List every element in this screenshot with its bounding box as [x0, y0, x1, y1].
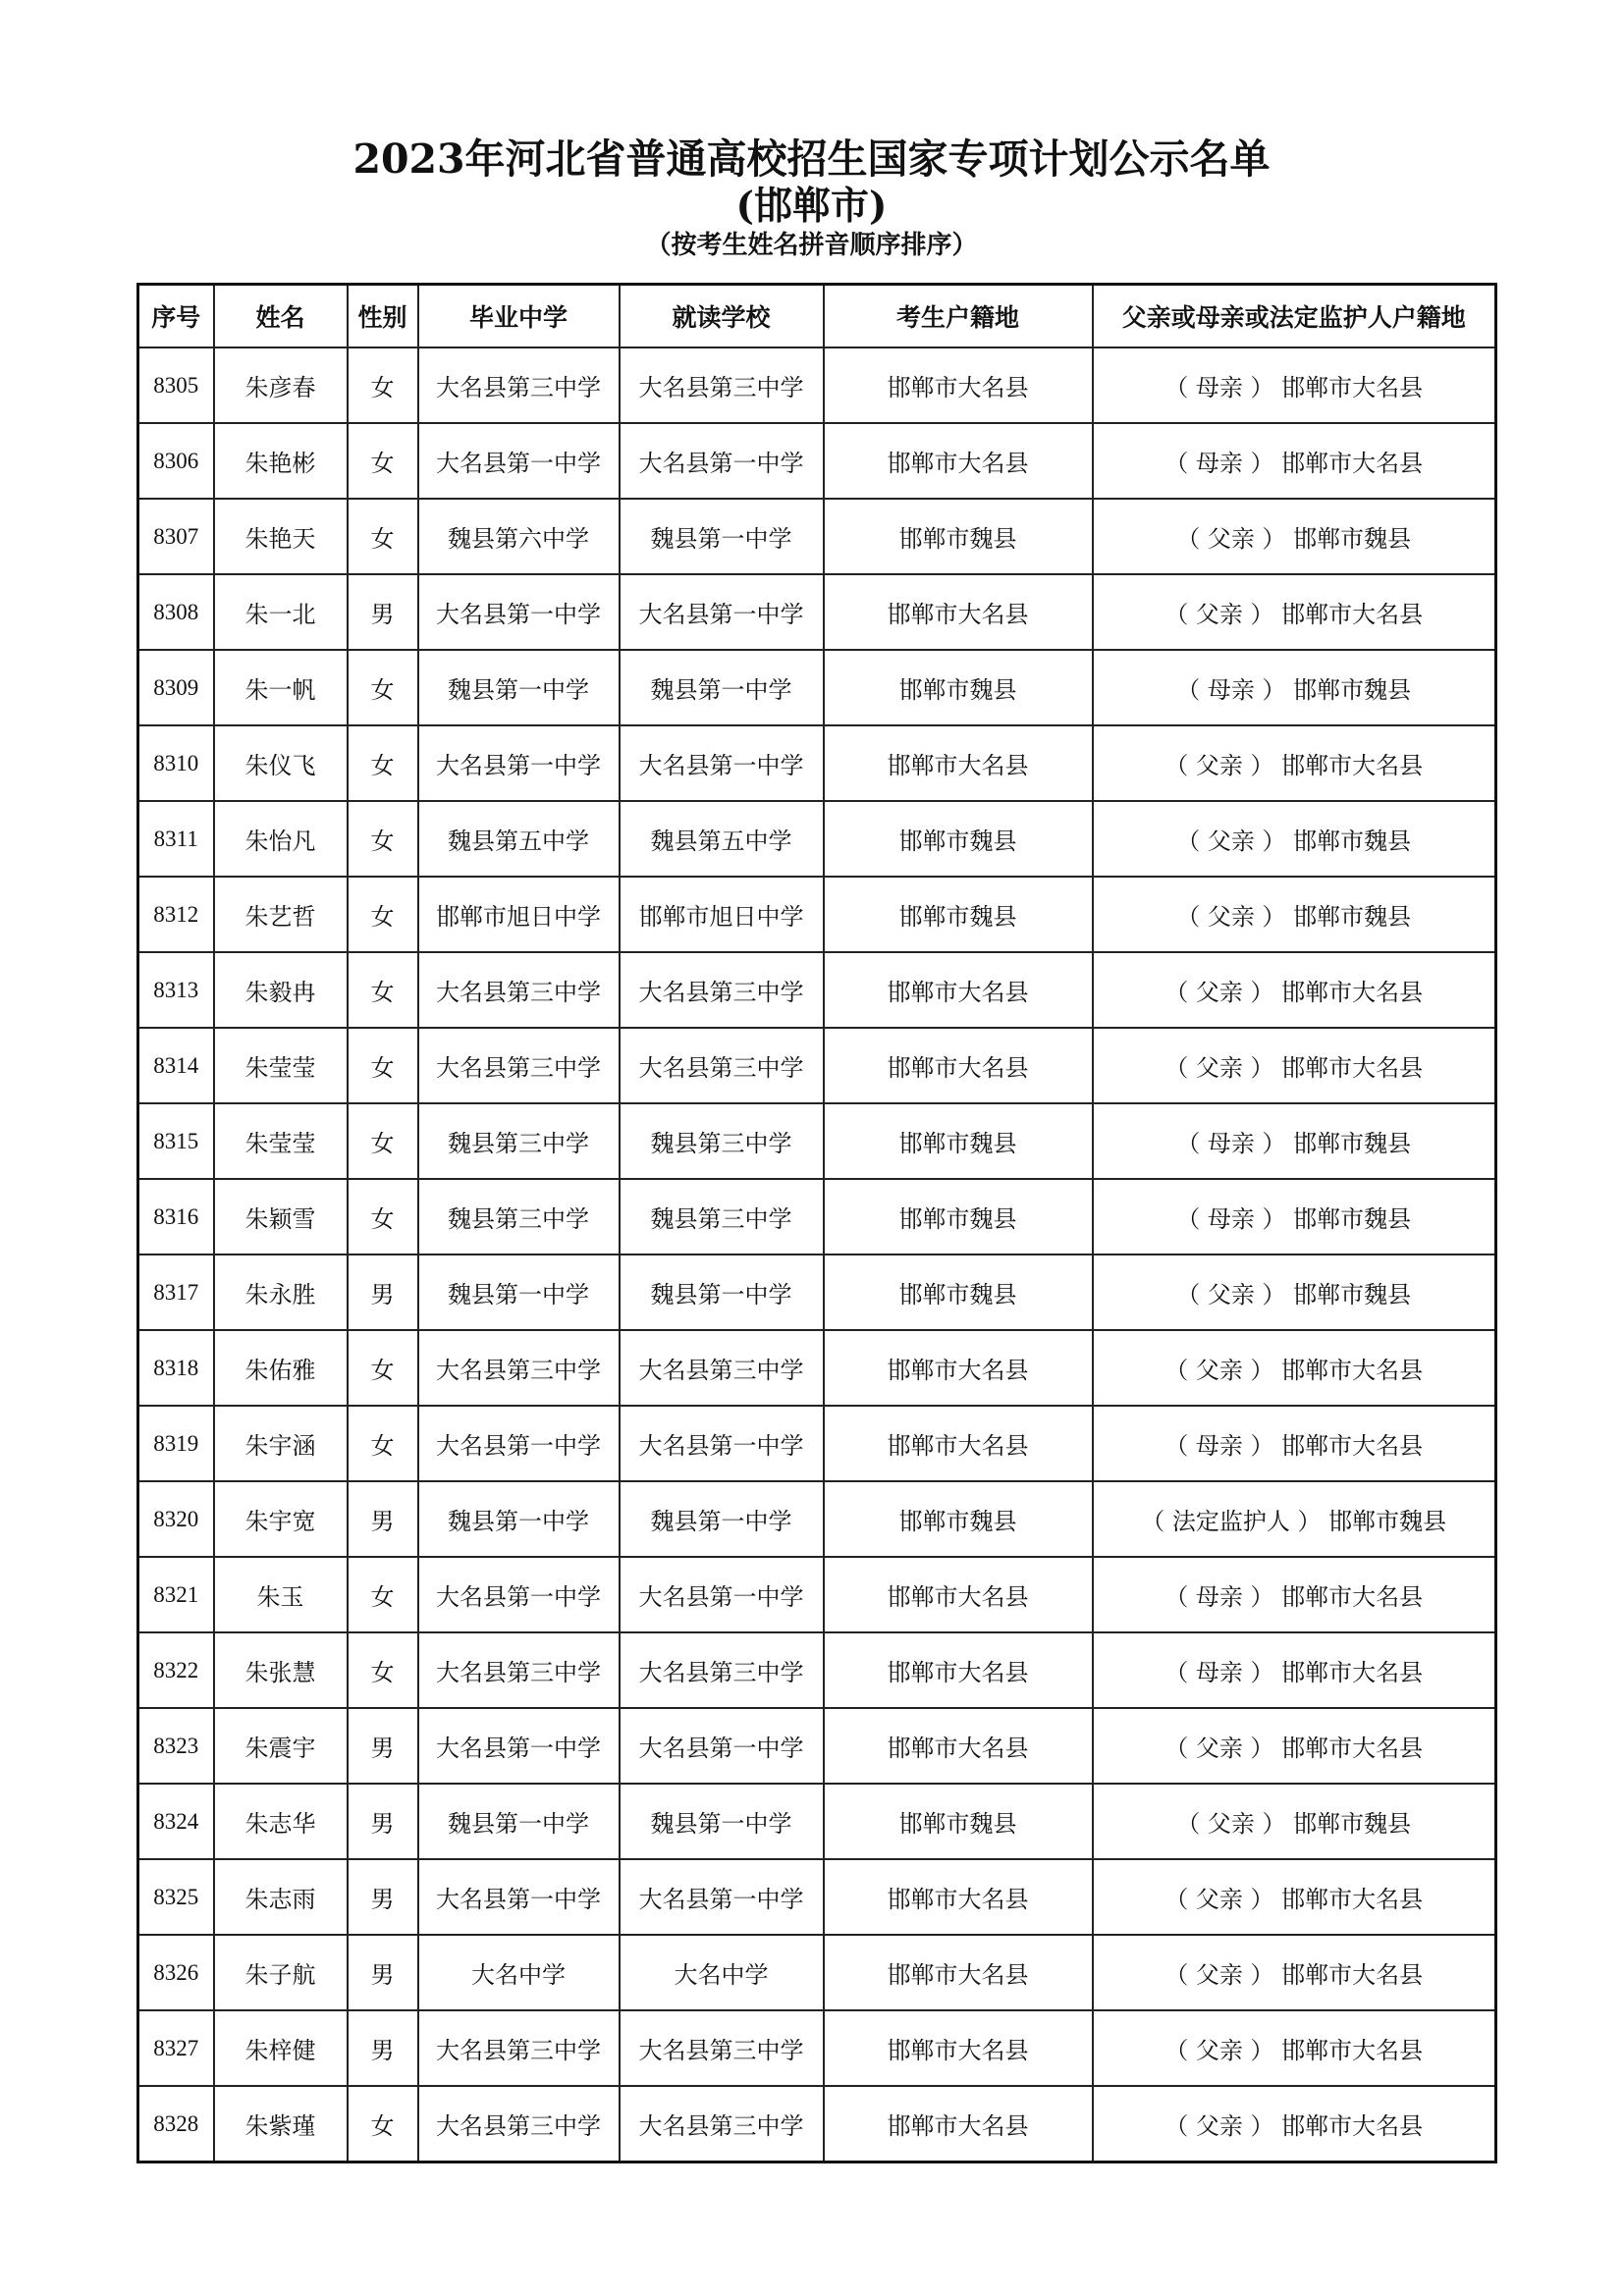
- cell-guardian-residence: （ 父亲 ） 邯郸市大名县: [1093, 1330, 1496, 1406]
- cell-graduated-school: 魏县第六中学: [418, 499, 620, 574]
- cell-gender: 女: [348, 423, 418, 499]
- cell-current-school: 大名县第一中学: [620, 1406, 824, 1481]
- cell-gender: 男: [348, 1784, 418, 1859]
- cell-current-school: 魏县第三中学: [620, 1179, 824, 1255]
- table-row: [138, 1406, 1496, 1481]
- page-title: 2023年河北省普通高校招生国家专项计划公示名单: [352, 135, 1271, 183]
- cell-guardian-residence: （ 母亲 ） 邯郸市大名县: [1093, 423, 1496, 499]
- cell-guardian-residence: （ 父亲 ） 邯郸市大名县: [1093, 1859, 1496, 1935]
- cell-gender: 男: [348, 1859, 418, 1935]
- cell-gender: 女: [348, 2086, 418, 2163]
- cell-student-residence: 邯郸市大名县: [824, 725, 1093, 801]
- cell-index: 8317: [138, 1255, 214, 1330]
- cell-student-residence: 邯郸市魏县: [824, 1255, 1093, 1330]
- cell-gender: 女: [348, 1557, 418, 1632]
- cell-index: 8328: [138, 2086, 214, 2163]
- cell-gender: 男: [348, 1481, 418, 1557]
- cell-graduated-school: 邯郸市旭日中学: [418, 877, 620, 952]
- cell-graduated-school: 大名县第三中学: [418, 2086, 620, 2163]
- table-row: [138, 423, 1496, 499]
- table-row: [138, 1708, 1496, 1784]
- cell-index: 8318: [138, 1330, 214, 1406]
- cell-student-residence: 邯郸市大名县: [824, 1557, 1093, 1632]
- table-row: [138, 2010, 1496, 2086]
- cell-index: 8321: [138, 1557, 214, 1632]
- cell-current-school: 魏县第一中学: [620, 1255, 824, 1330]
- cell-student-residence: 邯郸市大名县: [824, 574, 1093, 650]
- cell-name: 朱紫瑾: [214, 2086, 348, 2163]
- col-header-name: 姓名: [214, 285, 348, 348]
- header-row: [138, 285, 1496, 348]
- col-header-graduated-school: 毕业中学: [418, 285, 620, 348]
- cell-guardian-residence: （ 父亲 ） 邯郸市大名县: [1093, 952, 1496, 1028]
- cell-guardian-residence: （ 父亲 ） 邯郸市大名县: [1093, 1935, 1496, 2010]
- cell-gender: 男: [348, 1935, 418, 2010]
- cell-name: 朱艳天: [214, 499, 348, 574]
- cell-current-school: 大名县第一中学: [620, 423, 824, 499]
- cell-gender: 女: [348, 801, 418, 877]
- cell-gender: 女: [348, 1632, 418, 1708]
- cell-student-residence: 邯郸市大名县: [824, 1406, 1093, 1481]
- cell-current-school: 邯郸市旭日中学: [620, 877, 824, 952]
- cell-name: 朱彦春: [214, 347, 348, 423]
- cell-index: 8310: [138, 725, 214, 801]
- cell-guardian-residence: （ 父亲 ） 邯郸市魏县: [1093, 877, 1496, 952]
- cell-current-school: 大名县第三中学: [620, 2086, 824, 2163]
- table-row: [138, 1784, 1496, 1859]
- cell-student-residence: 邯郸市大名县: [824, 2010, 1093, 2086]
- cell-index: 8326: [138, 1935, 214, 2010]
- cell-current-school: 大名县第三中学: [620, 347, 824, 423]
- cell-current-school: 大名县第一中学: [620, 574, 824, 650]
- table-row: [138, 347, 1496, 423]
- cell-name: 朱莹莹: [214, 1028, 348, 1103]
- cell-current-school: 魏县第一中学: [620, 650, 824, 725]
- cell-name: 朱仪飞: [214, 725, 348, 801]
- cell-name: 朱怡凡: [214, 801, 348, 877]
- table-row: [138, 801, 1496, 877]
- table-row: [138, 1935, 1496, 2010]
- cell-name: 朱志雨: [214, 1859, 348, 1935]
- cell-name: 朱玉: [214, 1557, 348, 1632]
- cell-graduated-school: 大名县第一中学: [418, 574, 620, 650]
- cell-graduated-school: 大名县第三中学: [418, 1330, 620, 1406]
- cell-student-residence: 邯郸市大名县: [824, 1935, 1093, 2010]
- cell-student-residence: 邯郸市大名县: [824, 347, 1093, 423]
- cell-graduated-school: 大名县第三中学: [418, 952, 620, 1028]
- cell-current-school: 大名县第三中学: [620, 1330, 824, 1406]
- cell-student-residence: 邯郸市魏县: [824, 801, 1093, 877]
- cell-graduated-school: 魏县第一中学: [418, 650, 620, 725]
- table-body: [138, 347, 1496, 2163]
- table-row: [138, 2086, 1496, 2163]
- cell-index: 8316: [138, 1179, 214, 1255]
- cell-graduated-school: 魏县第一中学: [418, 1255, 620, 1330]
- table-row: [138, 1330, 1496, 1406]
- cell-guardian-residence: （ 父亲 ） 邯郸市大名县: [1093, 2086, 1496, 2163]
- cell-name: 朱一北: [214, 574, 348, 650]
- cell-student-residence: 邯郸市大名县: [824, 1632, 1093, 1708]
- cell-guardian-residence: （ 母亲 ） 邯郸市魏县: [1093, 650, 1496, 725]
- cell-index: 8315: [138, 1103, 214, 1179]
- cell-gender: 女: [348, 1330, 418, 1406]
- cell-graduated-school: 大名县第三中学: [418, 1028, 620, 1103]
- table-row: [138, 877, 1496, 952]
- cell-gender: 男: [348, 2010, 418, 2086]
- cell-gender: 女: [348, 499, 418, 574]
- cell-graduated-school: 大名中学: [418, 1935, 620, 2010]
- cell-index: 8309: [138, 650, 214, 725]
- cell-index: 8322: [138, 1632, 214, 1708]
- cell-graduated-school: 大名县第一中学: [418, 1406, 620, 1481]
- cell-guardian-residence: （ 母亲 ） 邯郸市大名县: [1093, 1557, 1496, 1632]
- cell-graduated-school: 大名县第一中学: [418, 1557, 620, 1632]
- sort-note: （按考生姓名拼音顺序排序）: [645, 231, 978, 260]
- cell-guardian-residence: （ 父亲 ） 邯郸市魏县: [1093, 1784, 1496, 1859]
- cell-graduated-school: 大名县第一中学: [418, 725, 620, 801]
- table-row: [138, 1255, 1496, 1330]
- cell-gender: 女: [348, 952, 418, 1028]
- cell-gender: 女: [348, 877, 418, 952]
- table-row: [138, 574, 1496, 650]
- table-row: [138, 1859, 1496, 1935]
- cell-index: 8306: [138, 423, 214, 499]
- cell-current-school: 大名县第三中学: [620, 1028, 824, 1103]
- cell-graduated-school: 大名县第一中学: [418, 423, 620, 499]
- cell-index: 8311: [138, 801, 214, 877]
- cell-current-school: 大名县第一中学: [620, 1708, 824, 1784]
- cell-student-residence: 邯郸市大名县: [824, 1028, 1093, 1103]
- cell-student-residence: 邯郸市大名县: [824, 1859, 1093, 1935]
- cell-gender: 男: [348, 1708, 418, 1784]
- cell-gender: 男: [348, 574, 418, 650]
- col-header-current-school: 就读学校: [620, 285, 824, 348]
- cell-name: 朱颖雪: [214, 1179, 348, 1255]
- cell-index: 8319: [138, 1406, 214, 1481]
- cell-guardian-residence: （ 父亲 ） 邯郸市大名县: [1093, 1708, 1496, 1784]
- col-header-index: 序号: [138, 285, 214, 348]
- cell-student-residence: 邯郸市魏县: [824, 1481, 1093, 1557]
- cell-index: 8305: [138, 347, 214, 423]
- cell-gender: 女: [348, 1028, 418, 1103]
- cell-graduated-school: 大名县第三中学: [418, 347, 620, 423]
- cell-index: 8308: [138, 574, 214, 650]
- col-header-student-residence: 考生户籍地: [824, 285, 1093, 348]
- cell-graduated-school: 大名县第三中学: [418, 1632, 620, 1708]
- page-subtitle-city: (邯郸市): [735, 184, 888, 229]
- cell-name: 朱子航: [214, 1935, 348, 2010]
- cell-name: 朱宇宽: [214, 1481, 348, 1557]
- cell-current-school: 魏县第一中学: [620, 1481, 824, 1557]
- cell-guardian-residence: （ 父亲 ） 邯郸市魏县: [1093, 499, 1496, 574]
- cell-student-residence: 邯郸市大名县: [824, 952, 1093, 1028]
- table-row: [138, 499, 1496, 574]
- cell-name: 朱毅冉: [214, 952, 348, 1028]
- table-row: [138, 725, 1496, 801]
- table-row: [138, 1103, 1496, 1179]
- cell-name: 朱莹莹: [214, 1103, 348, 1179]
- cell-current-school: 大名县第一中学: [620, 1557, 824, 1632]
- cell-name: 朱张慧: [214, 1632, 348, 1708]
- cell-guardian-residence: （ 法定监护人 ） 邯郸市魏县: [1093, 1481, 1496, 1557]
- table-row: [138, 952, 1496, 1028]
- cell-name: 朱梓健: [214, 2010, 348, 2086]
- cell-index: 8325: [138, 1859, 214, 1935]
- col-header-gender: 性别: [348, 285, 418, 348]
- table-row: [138, 650, 1496, 725]
- cell-guardian-residence: （ 母亲 ） 邯郸市大名县: [1093, 1632, 1496, 1708]
- table-row: [138, 1028, 1496, 1103]
- cell-current-school: 大名县第一中学: [620, 725, 824, 801]
- cell-graduated-school: 魏县第一中学: [418, 1784, 620, 1859]
- cell-name: 朱永胜: [214, 1255, 348, 1330]
- cell-name: 朱艳彬: [214, 423, 348, 499]
- cell-student-residence: 邯郸市魏县: [824, 1784, 1093, 1859]
- col-header-guardian-residence: 父亲或母亲或法定监护人户籍地: [1093, 285, 1496, 348]
- cell-graduated-school: 魏县第三中学: [418, 1103, 620, 1179]
- cell-graduated-school: 魏县第五中学: [418, 801, 620, 877]
- cell-guardian-residence: （ 父亲 ） 邯郸市大名县: [1093, 2010, 1496, 2086]
- cell-student-residence: 邯郸市魏县: [824, 499, 1093, 574]
- cell-current-school: 魏县第五中学: [620, 801, 824, 877]
- table-row: [138, 1557, 1496, 1632]
- cell-index: 8307: [138, 499, 214, 574]
- cell-guardian-residence: （ 父亲 ） 邯郸市魏县: [1093, 801, 1496, 877]
- cell-index: 8312: [138, 877, 214, 952]
- cell-index: 8324: [138, 1784, 214, 1859]
- cell-current-school: 魏县第一中学: [620, 1784, 824, 1859]
- cell-current-school: 大名县第三中学: [620, 2010, 824, 2086]
- cell-student-residence: 邯郸市大名县: [824, 2086, 1093, 2163]
- cell-guardian-residence: （ 母亲 ） 邯郸市大名县: [1093, 1406, 1496, 1481]
- cell-current-school: 魏县第一中学: [620, 499, 824, 574]
- cell-name: 朱佑雅: [214, 1330, 348, 1406]
- cell-guardian-residence: （ 父亲 ） 邯郸市大名县: [1093, 1028, 1496, 1103]
- cell-student-residence: 邯郸市魏县: [824, 877, 1093, 952]
- table-row: [138, 1632, 1496, 1708]
- cell-name: 朱志华: [214, 1784, 348, 1859]
- cell-gender: 女: [348, 1179, 418, 1255]
- cell-gender: 女: [348, 347, 418, 423]
- table-header: [138, 285, 1496, 348]
- cell-name: 朱一帆: [214, 650, 348, 725]
- cell-guardian-residence: （ 母亲 ） 邯郸市大名县: [1093, 347, 1496, 423]
- cell-student-residence: 邯郸市魏县: [824, 1179, 1093, 1255]
- cell-student-residence: 邯郸市大名县: [824, 423, 1093, 499]
- cell-student-residence: 邯郸市魏县: [824, 1103, 1093, 1179]
- cell-graduated-school: 魏县第一中学: [418, 1481, 620, 1557]
- cell-gender: 女: [348, 1103, 418, 1179]
- cell-student-residence: 邯郸市大名县: [824, 1330, 1093, 1406]
- cell-name: 朱震宇: [214, 1708, 348, 1784]
- table-row: [138, 1179, 1496, 1255]
- cell-gender: 女: [348, 1406, 418, 1481]
- cell-name: 朱艺哲: [214, 877, 348, 952]
- cell-current-school: 大名县第一中学: [620, 1859, 824, 1935]
- cell-current-school: 魏县第三中学: [620, 1103, 824, 1179]
- cell-name: 朱宇涵: [214, 1406, 348, 1481]
- cell-index: 8327: [138, 2010, 214, 2086]
- cell-current-school: 大名县第三中学: [620, 952, 824, 1028]
- cell-student-residence: 邯郸市魏县: [824, 650, 1093, 725]
- cell-current-school: 大名中学: [620, 1935, 824, 2010]
- cell-student-residence: 邯郸市大名县: [824, 1708, 1093, 1784]
- cell-graduated-school: 大名县第三中学: [418, 2010, 620, 2086]
- cell-current-school: 大名县第三中学: [620, 1632, 824, 1708]
- cell-gender: 男: [348, 1255, 418, 1330]
- cell-graduated-school: 魏县第三中学: [418, 1179, 620, 1255]
- cell-gender: 女: [348, 650, 418, 725]
- cell-graduated-school: 大名县第一中学: [418, 1708, 620, 1784]
- cell-guardian-residence: （ 母亲 ） 邯郸市魏县: [1093, 1103, 1496, 1179]
- cell-graduated-school: 大名县第一中学: [418, 1859, 620, 1935]
- cell-guardian-residence: （ 父亲 ） 邯郸市大名县: [1093, 574, 1496, 650]
- cell-gender: 女: [348, 725, 418, 801]
- cell-guardian-residence: （ 父亲 ） 邯郸市大名县: [1093, 725, 1496, 801]
- cell-guardian-residence: （ 父亲 ） 邯郸市魏县: [1093, 1255, 1496, 1330]
- cell-guardian-residence: （ 母亲 ） 邯郸市魏县: [1093, 1179, 1496, 1255]
- roster-table: [136, 283, 1497, 2163]
- cell-index: 8313: [138, 952, 214, 1028]
- table-row: [138, 1481, 1496, 1557]
- cell-index: 8320: [138, 1481, 214, 1557]
- cell-index: 8323: [138, 1708, 214, 1784]
- cell-index: 8314: [138, 1028, 214, 1103]
